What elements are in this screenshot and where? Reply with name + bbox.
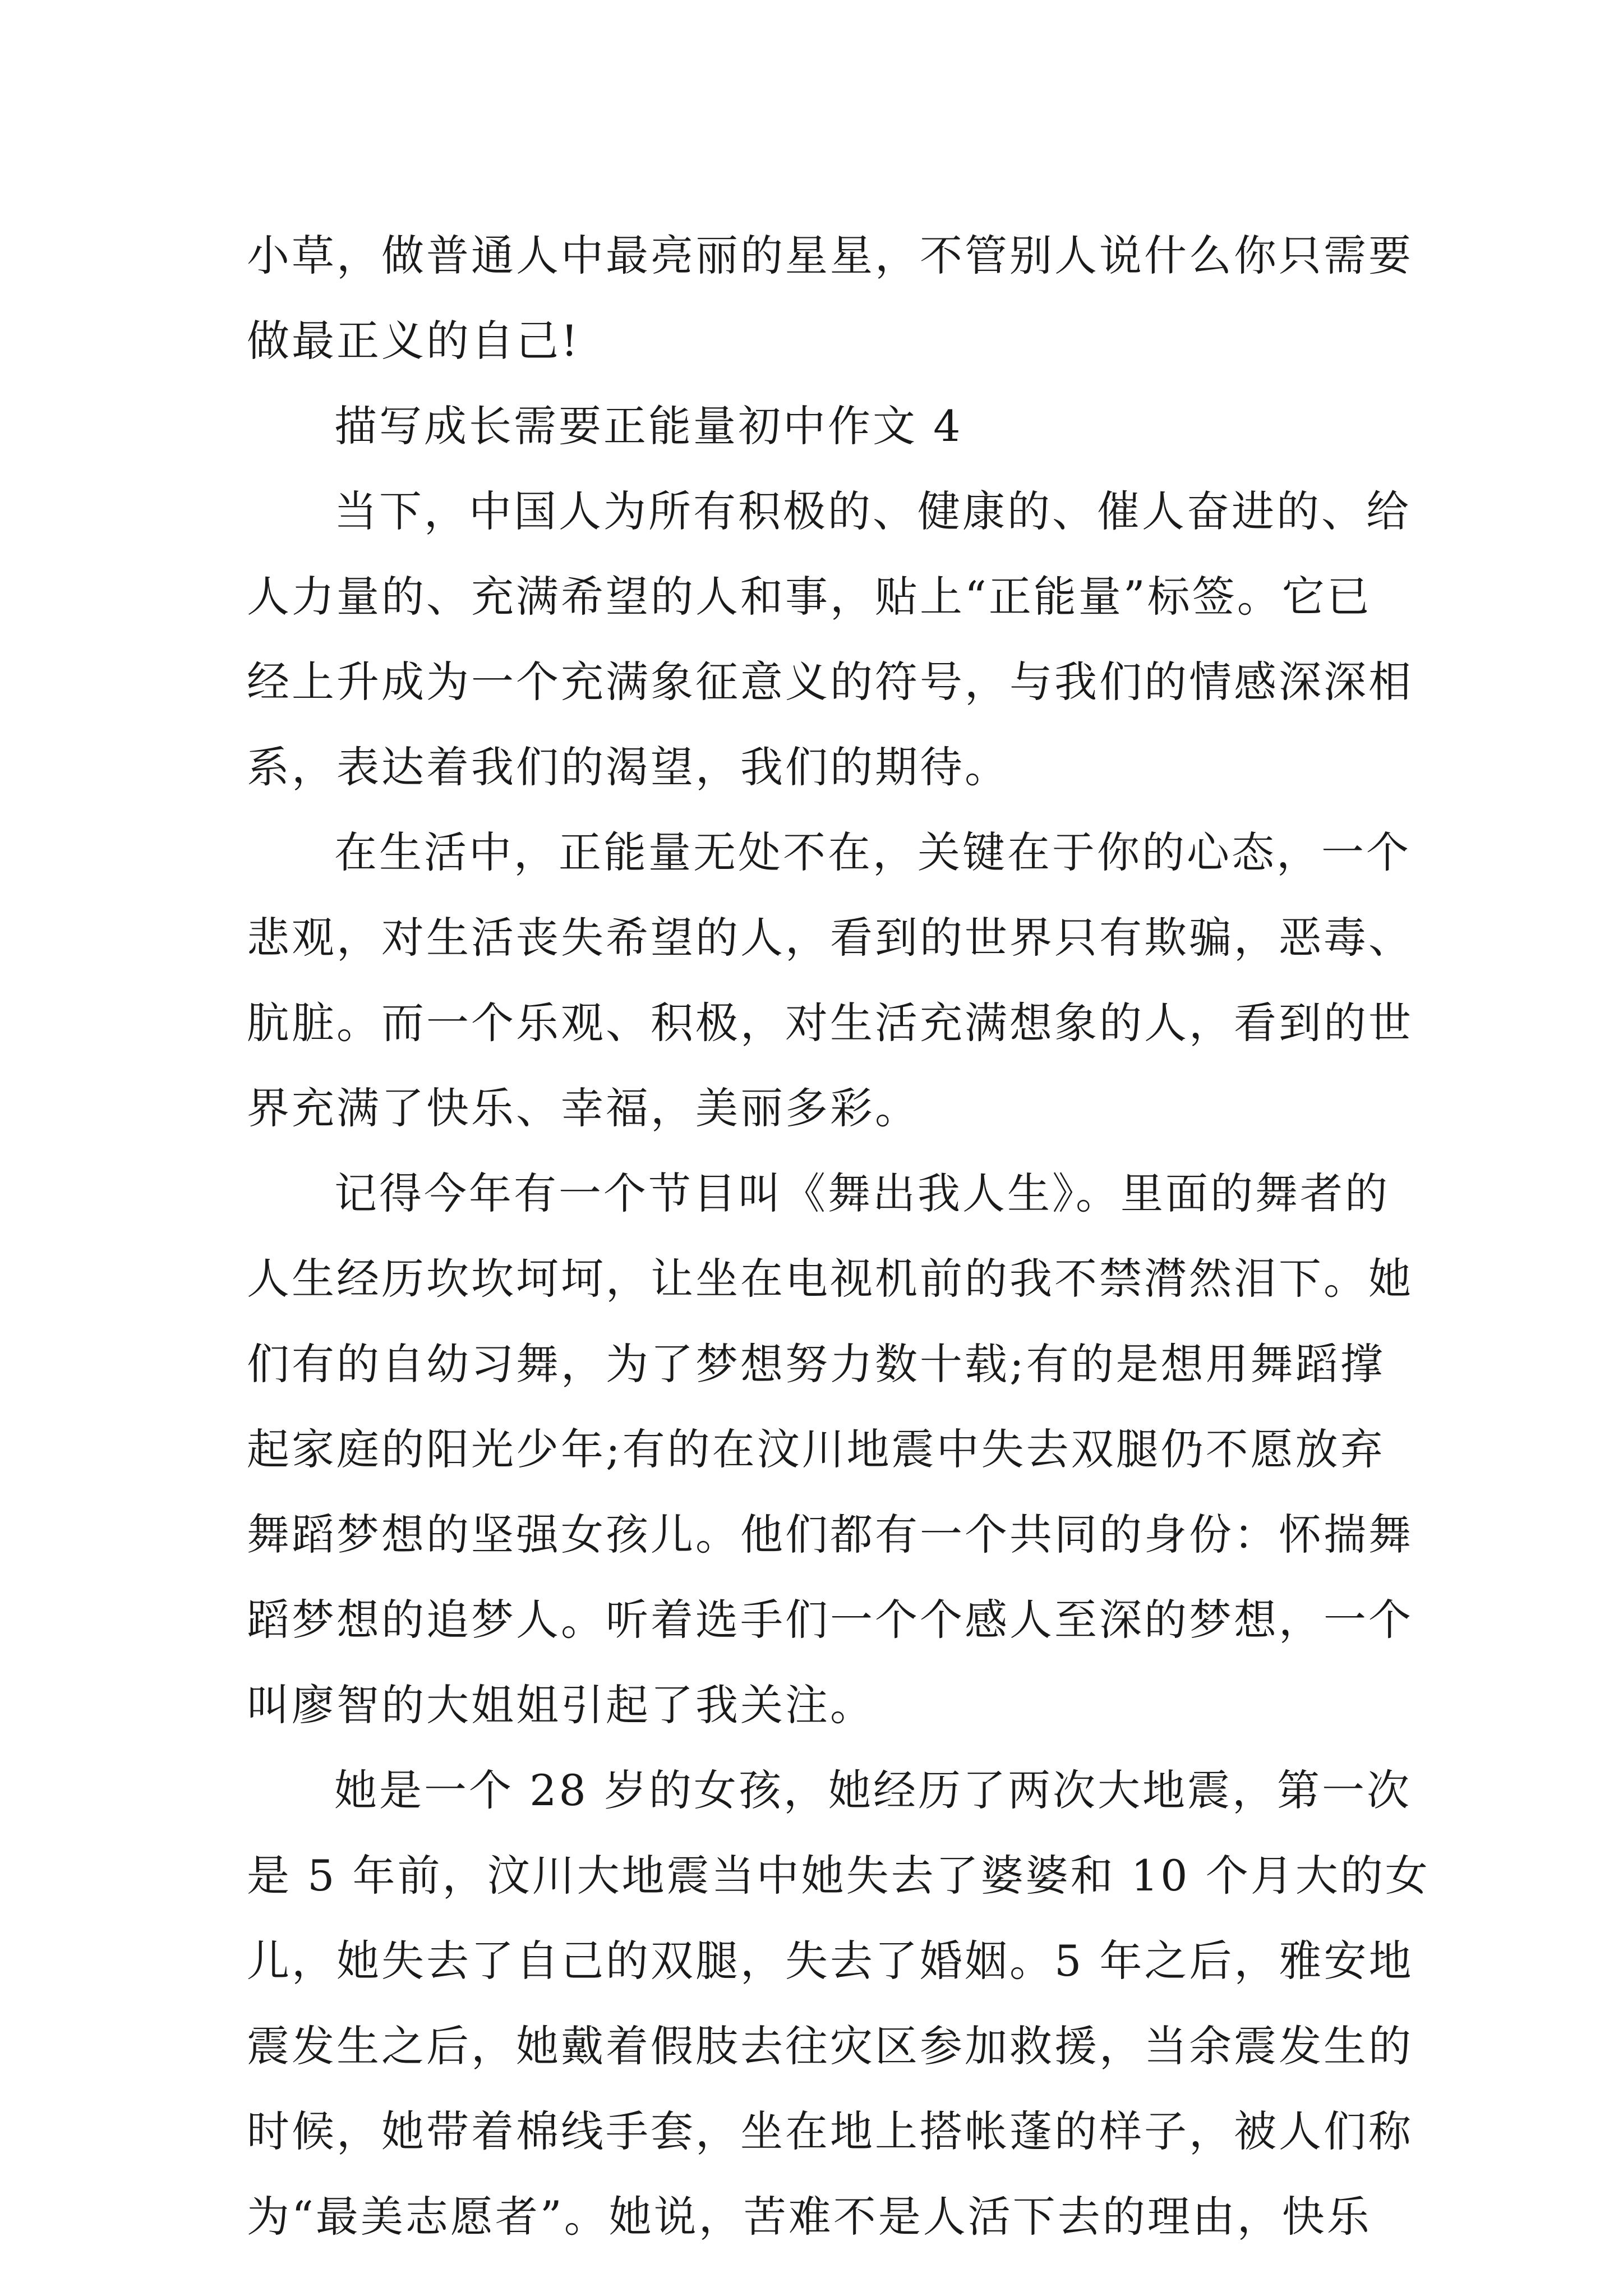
text-line: 儿，她失去了自己的双腿，失去了婚姻。5 年之后，雅安地 (247, 1936, 1414, 1986)
text-line: 当下，中国人为所有积极的、健康的、催人奋进的、给 (334, 486, 1411, 536)
text-line: 系，表达着我们的渴望，我们的期待。 (247, 742, 1009, 792)
text-line: 为“最美志愿者”。她说，苦难不是人活下去的理由，快乐 (247, 2192, 1372, 2242)
text-line: 在生活中，正能量无处不在，关键在于你的心态，一个 (334, 827, 1411, 877)
text-line: 时候，她带着棉线手套，坐在地上搭帐蓬的样子，被人们称 (247, 2106, 1413, 2156)
text-line: 悲观，对生活丧失希望的人，看到的世界只有欺骗，恶毒、 (247, 913, 1413, 963)
essay-text (247, 213, 1430, 2260)
text-line: 她是一个 28 岁的女孩，她经历了两次大地震，第一次 (334, 1765, 1412, 1815)
text-line: 人生经历坎坎坷坷，让坐在电视机前的我不禁潸然泪下。她 (247, 1254, 1413, 1304)
text-line: 做最正义的自己! (247, 316, 580, 366)
text-line: 记得今年有一个节目叫《舞出我人生》。里面的舞者的 (334, 1168, 1390, 1218)
text-line: 经上升成为一个充满象征意义的符号，与我们的情感深深相 (247, 657, 1413, 707)
text-line: 界充满了快乐、幸福，美丽多彩。 (247, 1083, 920, 1133)
text-line: 是 5 年前，汶川大地震当中她失去了婆婆和 10 个月大的女 (247, 1851, 1430, 1901)
text-line: 舞蹈梦想的坚强女孩儿。他们都有一个共同的身份：怀揣舞 (247, 1510, 1413, 1559)
text-line: 起家庭的阳光少年;有的在汶川地震中失去双腿仍不愿放弃 (247, 1424, 1385, 1474)
text-line: 们有的自幼习舞，为了梦想努力数十载;有的是想用舞蹈撑 (247, 1339, 1385, 1389)
text-line: 肮脏。而一个乐观、积极，对生活充满想象的人，看到的世 (247, 998, 1413, 1048)
text-line: 叫廖智的大姐姐引起了我关注。 (247, 1680, 875, 1730)
text-line: 小草，做普通人中最亮丽的星星，不管别人说什么你只需要 (247, 231, 1413, 280)
text-line: 震发生之后，她戴着假肢去往灾区参加救援，当余震发生的 (247, 2021, 1413, 2071)
text-line: 人力量的、充满希望的人和事，贴上“正能量”标签。它已 (247, 572, 1372, 622)
essay-title: 描写成长需要正能量初中作文 4 (334, 401, 963, 451)
text-line: 蹈梦想的追梦人。听着选手们一个个感人至深的梦想，一个 (247, 1595, 1413, 1645)
